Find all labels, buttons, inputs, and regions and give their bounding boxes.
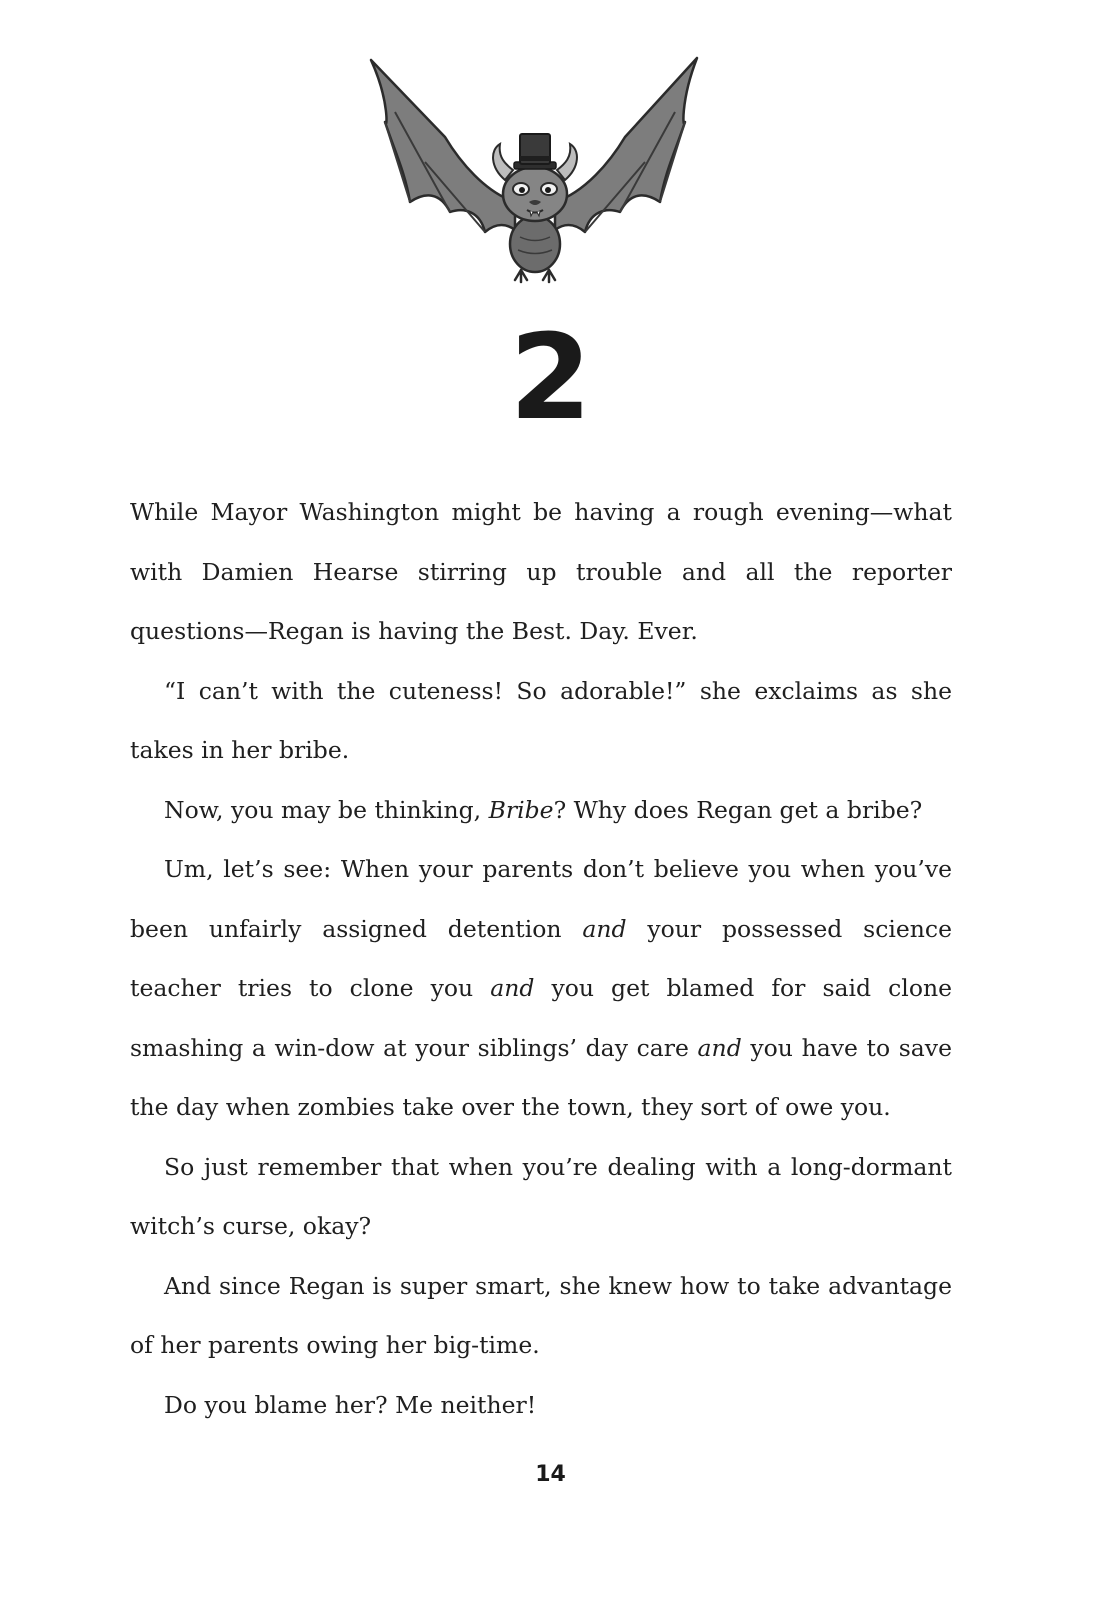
paragraph-text: you have to save the day when zombies take over the town, they sort of owe you. bbox=[130, 1033, 952, 1121]
paragraph bbox=[130, 781, 952, 841]
paragraph-text: So just remember that when you’re dealing with a long-dormant witch’s curse, okay? bbox=[130, 1152, 952, 1240]
paragraph bbox=[130, 1138, 952, 1257]
paragraph bbox=[130, 840, 952, 1138]
paragraph-text: Um, let’s see: When your parents don’t believe you when you’ve been unfairly assigned detention bbox=[130, 855, 952, 943]
italic-text: and bbox=[490, 974, 535, 1002]
paragraph bbox=[130, 1376, 952, 1436]
paragraph-text: “I can’t with the cuteness! So adorable!” she exclaims as she takes in her bribe. bbox=[130, 676, 952, 764]
paragraph-text: you get blamed for said clone smashing a win-dow at your siblings’ day care bbox=[130, 974, 953, 1062]
bat-with-top-hat-icon bbox=[365, 52, 705, 290]
paragraph-text: While Mayor Washington might be having a rough evening—what with Damien Hearse stirring up trouble and all the reporter questions—Regan is having the Best. Day. Ever. bbox=[130, 498, 952, 645]
italic-text: and bbox=[582, 914, 627, 943]
paragraph-text: ? Why does Regan get a bribe? bbox=[553, 795, 923, 824]
italic-text: Bribe bbox=[488, 795, 554, 824]
chapter-number: 2 bbox=[509, 308, 592, 446]
paragraph-text: your possessed science teacher tries to clone you bbox=[130, 914, 952, 1002]
chapter-body-text bbox=[130, 483, 952, 1435]
paragraph bbox=[130, 1257, 952, 1376]
paragraph-text: And since Regan is super smart, she knew how to take advantage of her parents owing her big-time. bbox=[130, 1271, 952, 1359]
paragraph bbox=[130, 483, 952, 662]
paragraph bbox=[130, 662, 952, 781]
paragraph-text: Do you blame her? Me neither! bbox=[164, 1390, 537, 1419]
page-number: 14 bbox=[535, 1462, 566, 1487]
paragraph-text: Now, you may be thinking, bbox=[164, 795, 489, 824]
italic-text: and bbox=[697, 1033, 742, 1062]
